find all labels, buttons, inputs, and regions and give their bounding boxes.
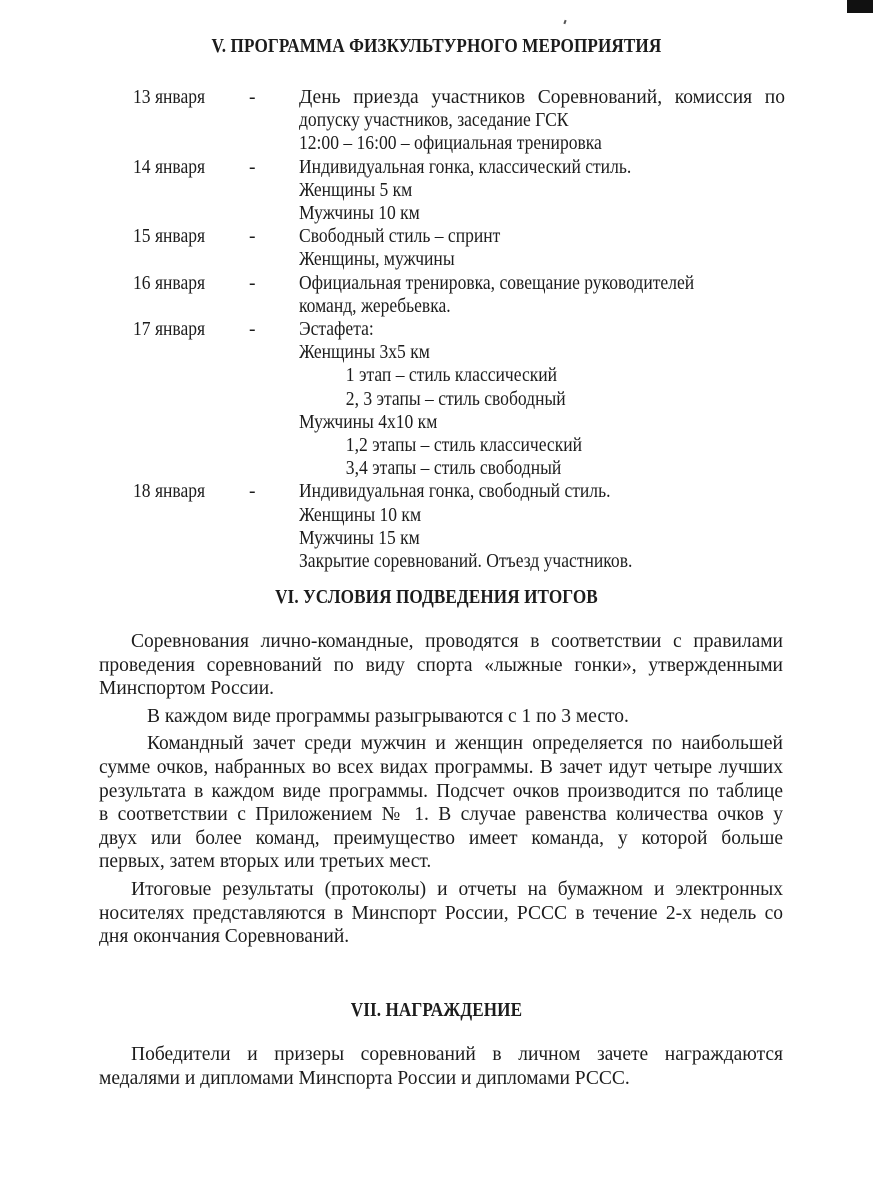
paragraph-line: Командный зачет среди мужчин и женщин определяется по наибольшей [147, 733, 783, 755]
schedule-entry [133, 156, 793, 226]
schedule-dash [245, 86, 299, 156]
paragraph [99, 630, 783, 701]
schedule-entry [133, 272, 793, 318]
schedule-line: Женщины 3х5 км [299, 342, 430, 364]
paragraph-line: В каждом виде программы разыгрываются с 1 по 3 место. [147, 705, 629, 727]
schedule-line: Женщины 5 км [299, 179, 413, 201]
scan-corner-mark [847, 0, 873, 13]
section-6-body [99, 630, 783, 953]
paragraph-line: носителях представляются в Минспорт России, РССС в течение 2-х недель со [99, 902, 783, 924]
schedule-line: 12:00 – 16:00 – официальная тренировка [299, 133, 602, 155]
paragraph [99, 1043, 783, 1090]
paragraph-line: в соответствии с Приложением № 1. В случае равенства количества очков у [99, 804, 783, 826]
dash-text: - [249, 87, 256, 108]
schedule-line: Свободный стиль – спринт [299, 226, 501, 248]
schedule-date: 14 января [133, 156, 206, 178]
schedule-lines [299, 272, 793, 318]
paragraph-line: медалями и дипломами Минспорта России и дипломами РССС. [99, 1067, 630, 1089]
schedule-line: команд, жеребьевка. [299, 295, 451, 317]
schedule-date: 15 января [133, 226, 206, 248]
section-6-heading: VI. УСЛОВИЯ ПОДВЕДЕНИЯ ИТОГОВ [275, 587, 598, 608]
schedule-line: допуску участников, заседание ГСК [299, 110, 569, 132]
schedule-entry [133, 480, 793, 573]
schedule-dash [245, 318, 299, 480]
paragraph-line: результата в каждом виде программы. Подсчет очков производится по таблице [99, 780, 783, 802]
schedule-date: 13 января [133, 87, 206, 108]
paragraph [99, 878, 783, 949]
schedule-entry [133, 225, 793, 271]
schedule-date: 16 января [133, 272, 206, 294]
section-5-heading: V. ПРОГРАММА ФИЗКУЛЬТУРНОГО МЕРОПРИЯТИЯ [211, 36, 662, 57]
schedule-line: Индивидуальная гонка, классический стиль. [299, 156, 632, 178]
schedule-lines [299, 318, 793, 480]
schedule-dash [245, 225, 299, 271]
paragraph-line: первых, затем вторых или третьих мест. [99, 851, 432, 873]
paragraph-line: Победители и призеры соревнований в личном зачете награждаются [131, 1044, 783, 1065]
paragraph-line: Итоговые результаты (протоколы) и отчеты на бумажном и электронных [131, 878, 783, 900]
dash-text: - [249, 156, 256, 178]
schedule-lines [299, 225, 793, 271]
paragraph-line: Соревнования лично-командные, проводятся в соответствии с правилами [131, 631, 783, 652]
scan-speck [563, 20, 566, 24]
program-schedule [133, 86, 793, 573]
schedule-entry [133, 86, 793, 156]
paragraph-line: двух или более команд, преимущество имеет команда, у которой больше [99, 827, 783, 849]
dash-text: - [249, 272, 256, 294]
schedule-subline: 1 этап – стиль классический [345, 365, 558, 387]
schedule-subline: 1,2 этапы – стиль классический [345, 435, 583, 457]
section-7-heading: VII. НАГРАЖДЕНИЕ [350, 1000, 523, 1021]
schedule-line: Закрытие соревнований. Отъезд участников. [299, 551, 633, 573]
schedule-lines [299, 86, 793, 156]
schedule-dash [245, 480, 299, 573]
dash-text: - [249, 319, 256, 341]
schedule-line: Индивидуальная гонка, свободный стиль. [299, 481, 611, 503]
section-7-body [99, 1043, 783, 1094]
schedule-subline: 2, 3 этапы – стиль свободный [345, 388, 566, 410]
schedule-lines [299, 480, 793, 573]
schedule-line: День приезда участников Соревнований, комиссия по [299, 87, 785, 108]
schedule-line: Женщины 10 км [299, 504, 422, 526]
paragraph-line: Минспортом России. [99, 678, 275, 700]
schedule-lines [299, 156, 793, 226]
schedule-entry [133, 318, 793, 480]
schedule-date: 18 января [133, 481, 206, 503]
schedule-line: Женщины, мужчины [299, 249, 455, 271]
schedule-line: Мужчины 10 км [299, 203, 420, 225]
paragraph [99, 705, 783, 729]
schedule-subline: 3,4 этапы – стиль свободный [345, 458, 562, 480]
schedule-dash [245, 156, 299, 226]
schedule-date: 17 января [133, 319, 206, 341]
schedule-line: Мужчины 15 км [299, 527, 420, 549]
schedule-line: Официальная тренировка, совещание руководителей [299, 272, 695, 294]
schedule-dash [245, 272, 299, 318]
dash-text: - [249, 481, 256, 503]
paragraph-line: дня окончания Соревнований. [99, 926, 350, 948]
paragraph-line: сумме очков, набранных во всех видах программы. В зачет идут четыре лучших [99, 756, 783, 778]
dash-text: - [249, 226, 256, 248]
schedule-line: Эстафета: [299, 319, 374, 341]
paragraph-line: проведения соревнований по виду спорта «лыжные гонки», утвержденными [99, 654, 783, 676]
schedule-line: Мужчины 4х10 км [299, 411, 438, 433]
paragraph [99, 732, 783, 874]
